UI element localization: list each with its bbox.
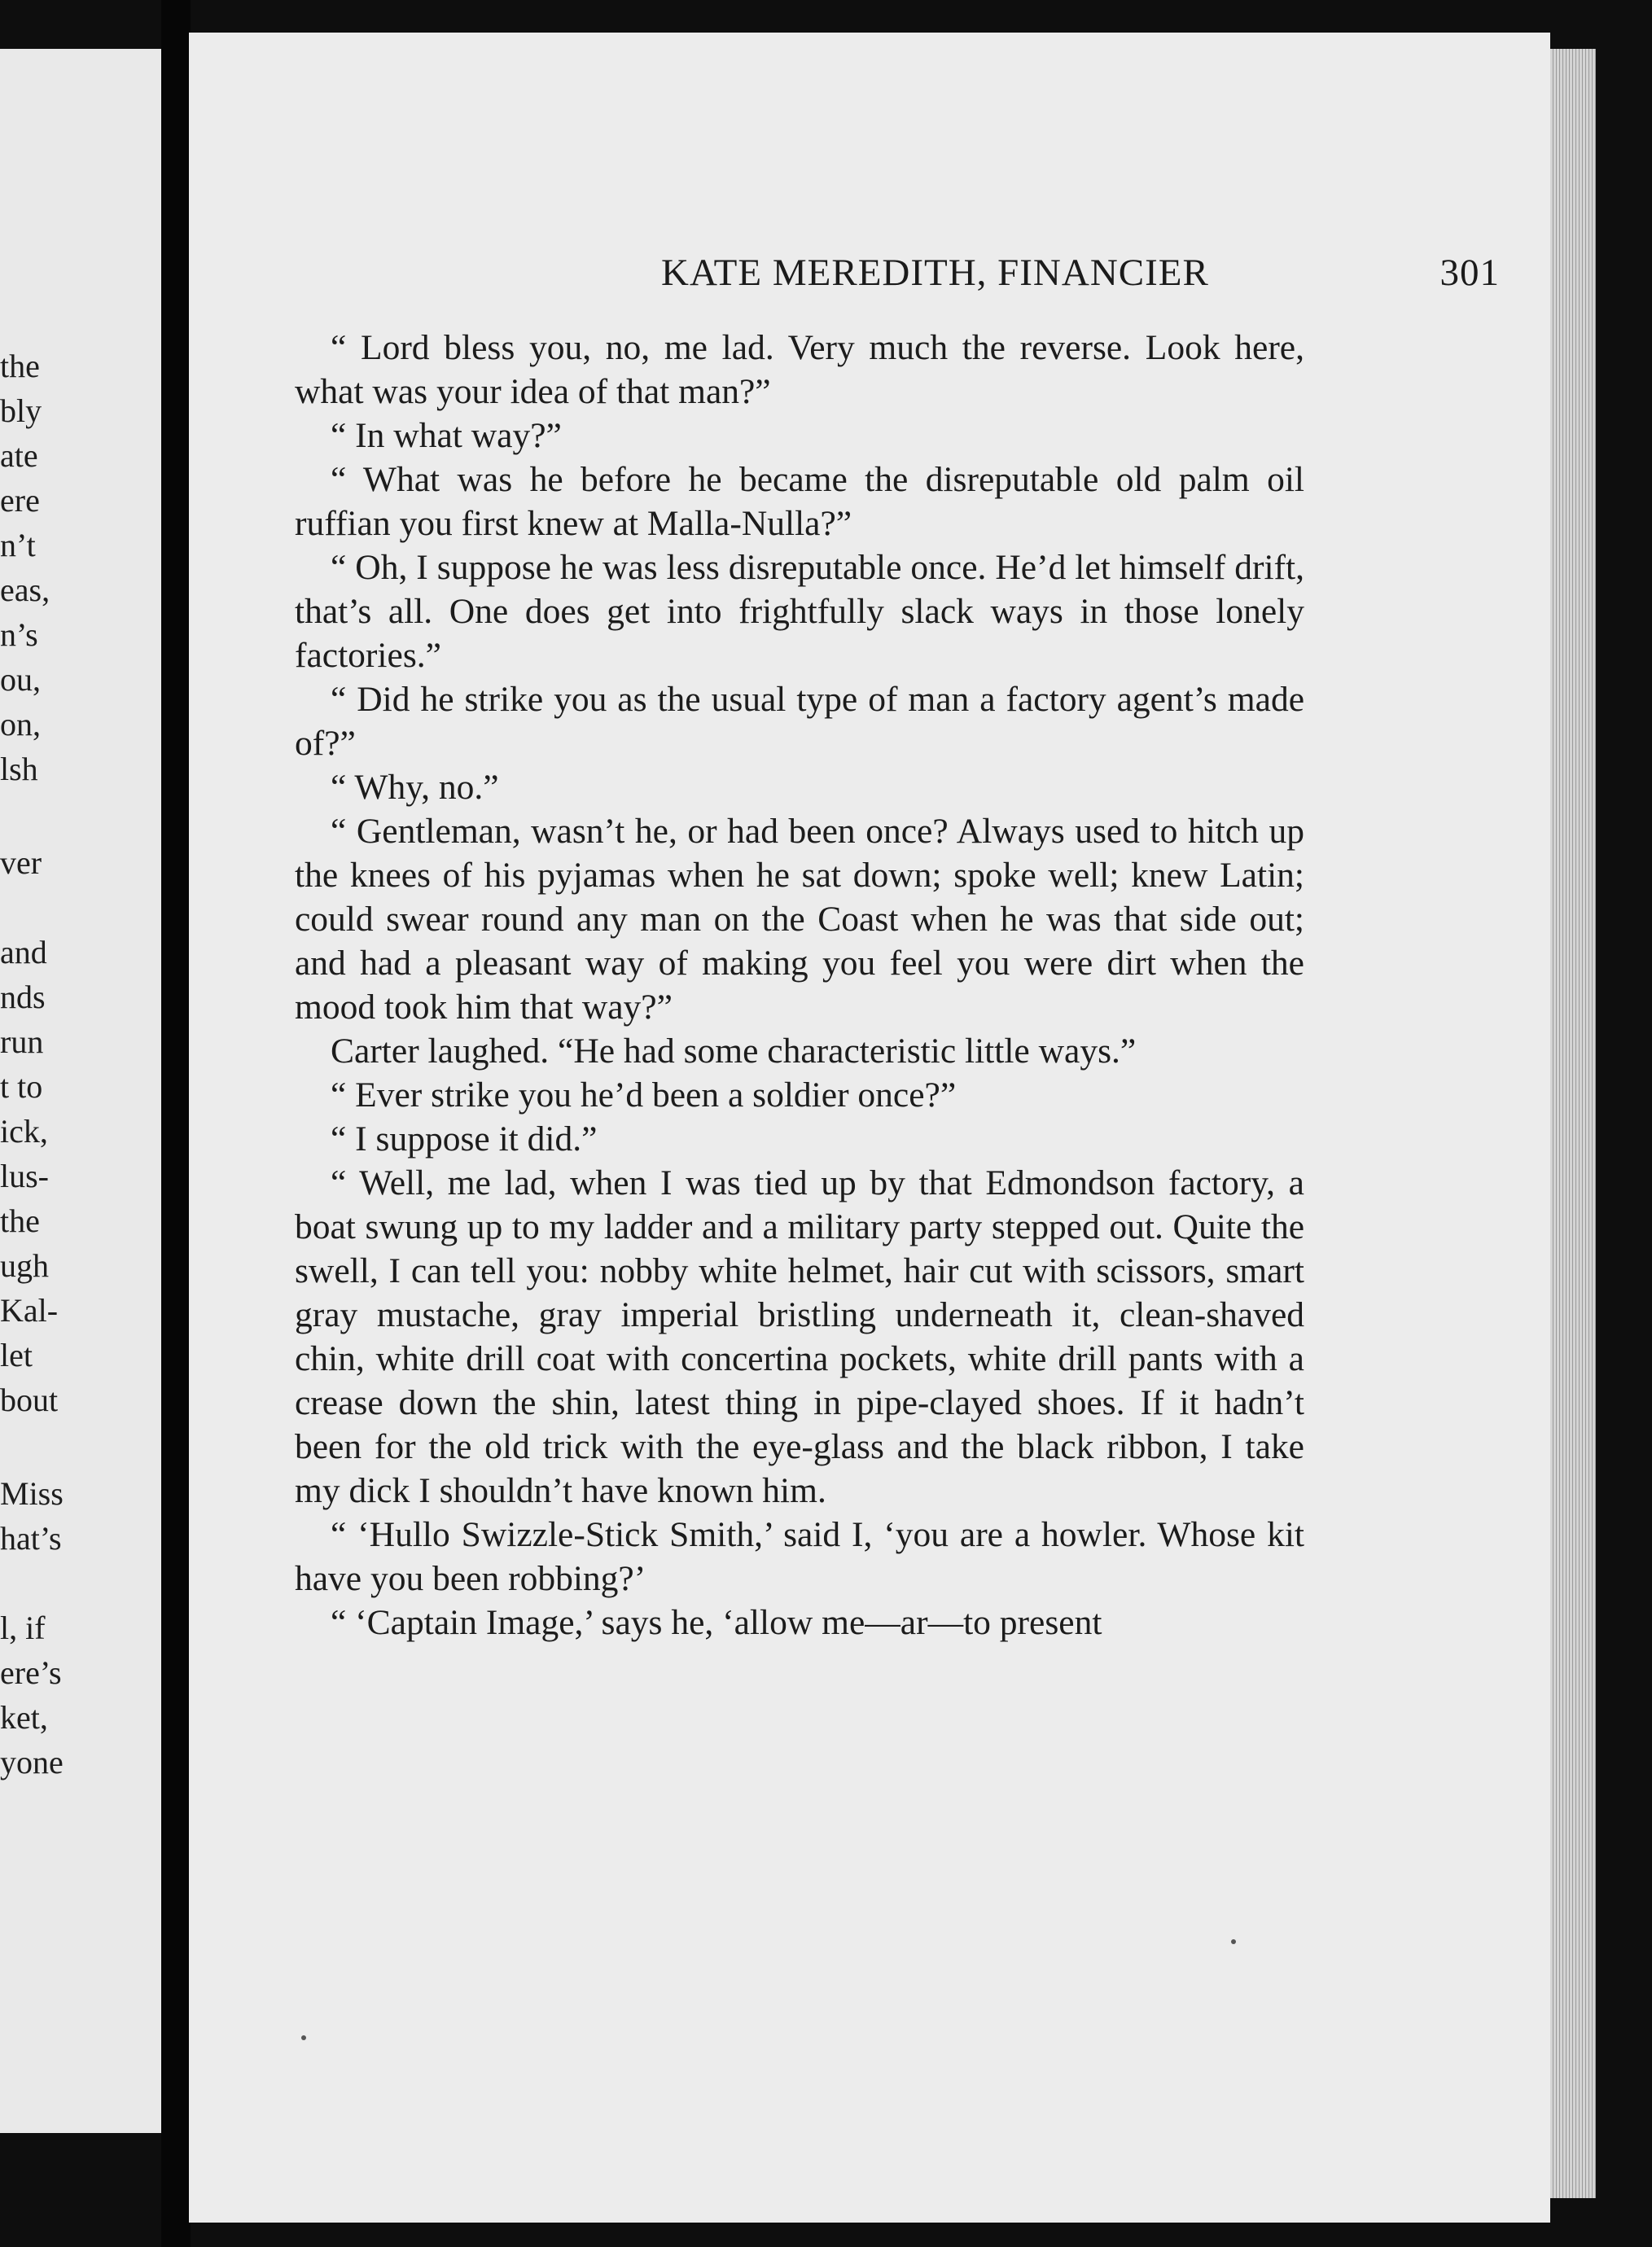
paragraph: “ Ever strike you he’d been a soldier once?” [331,1075,957,1115]
page-stack-edges [1550,49,1596,2198]
paragraph: Carter laughed. “He had some characteristic little ways.” [331,1032,1137,1071]
paper-speck [301,2035,306,2040]
previous-page-edge [0,49,161,2133]
left-page-fragment: ou, [0,661,41,698]
left-page-fragment: ugh [0,1247,49,1284]
left-page-fragment: run [0,1023,44,1060]
left-page-fragment: n’t [0,527,36,563]
left-page-fragment: and [0,934,47,970]
left-page-fragment: l, if [0,1610,46,1646]
body-text [295,326,1304,1645]
left-page-fragment: ick, [0,1113,48,1150]
left-page-fragment: ver [0,844,42,881]
left-page-fragment: hat’s [0,1520,62,1557]
left-page-fragment: nds [0,979,46,1015]
paper-speck [1231,1939,1236,1944]
paragraph: “ What was he before he became the disreputable old palm oil ruffian you first knew at Malla-Nulla?” [295,460,1304,543]
page-number: 301 [1439,252,1500,294]
left-page-fragment: Kal- [0,1292,59,1329]
running-title: KATE MEREDITH, FINANCIER [661,252,1209,294]
paragraph: “ I suppose it did.” [331,1119,598,1159]
left-page-fragment: bout [0,1382,59,1418]
left-page-fragment: let [0,1337,33,1373]
paragraph: “ Why, no.” [331,768,499,807]
left-page-fragment: lus- [0,1158,49,1194]
paragraph: “ ‘Hullo Swizzle-Stick Smith,’ said I, ‘you are a howler. Whose kit have you been robbing?’ [295,1515,1304,1598]
paragraph: “ In what way?” [331,416,562,455]
left-page-fragment: the [0,1202,40,1239]
paragraph: “ Oh, I suppose he was less disreputable once. He’d let himself drift, that’s all. One does get into frightfully slack ways in those lonely factories.” [295,548,1304,675]
book-page [189,33,1550,2223]
left-page-fragment: bly [0,392,42,429]
book-gutter [161,0,191,2247]
left-page-fragment: t to [0,1068,43,1105]
left-page-fragment: Miss [0,1475,64,1512]
left-page-fragment: eas, [0,572,50,608]
left-page-fragment: ere [0,482,40,519]
paragraph: “ Gentleman, wasn’t he, or had been once? Always used to hitch up the knees of his pyjamas when he sat down; spoke well; knew Latin; could swear round any man on the Coast when he was that side out; and had a pleasant way of making you feel you were dirt when the mood took him that way?” [295,812,1304,1027]
left-page-fragment: ket, [0,1699,48,1736]
paragraph: “ Lord bless you, no, me lad. Very much the reverse. Look here, what was your idea of that man?” [295,328,1304,411]
left-page-fragment: yone [0,1744,64,1781]
left-page-fragment: ere’s [0,1654,62,1691]
paragraph: “ ‘Captain Image,’ says he, ‘allow me—ar—to present [331,1603,1102,1642]
paragraph: “ Did he strike you as the usual type of man a factory agent’s made of?” [295,680,1304,763]
left-page-fragment: n’s [0,616,38,653]
page-header [466,251,1500,308]
left-page-fragment: on, [0,706,41,742]
left-page-fragment: ate [0,437,38,474]
paragraph: “ Well, me lad, when I was tied up by that Edmondson factory, a boat swung up to my ladder and a military party stepped out. Quite the swell, I can tell you: nobby white helmet, hair cut with scissors, smart gray mustache, gray imperial bristling underneath it, clean-shaved chin, white drill coat with concertina pockets, white drill pants with a crease down the shin, latest thing in pipe-clayed shoes. If it hadn’t been for the old trick with the eye-glass and the black ribbon, I take my dick I shouldn’t have known him. [295,1163,1304,1510]
left-page-fragment: lsh [0,751,38,787]
left-page-fragment: the [0,348,40,384]
